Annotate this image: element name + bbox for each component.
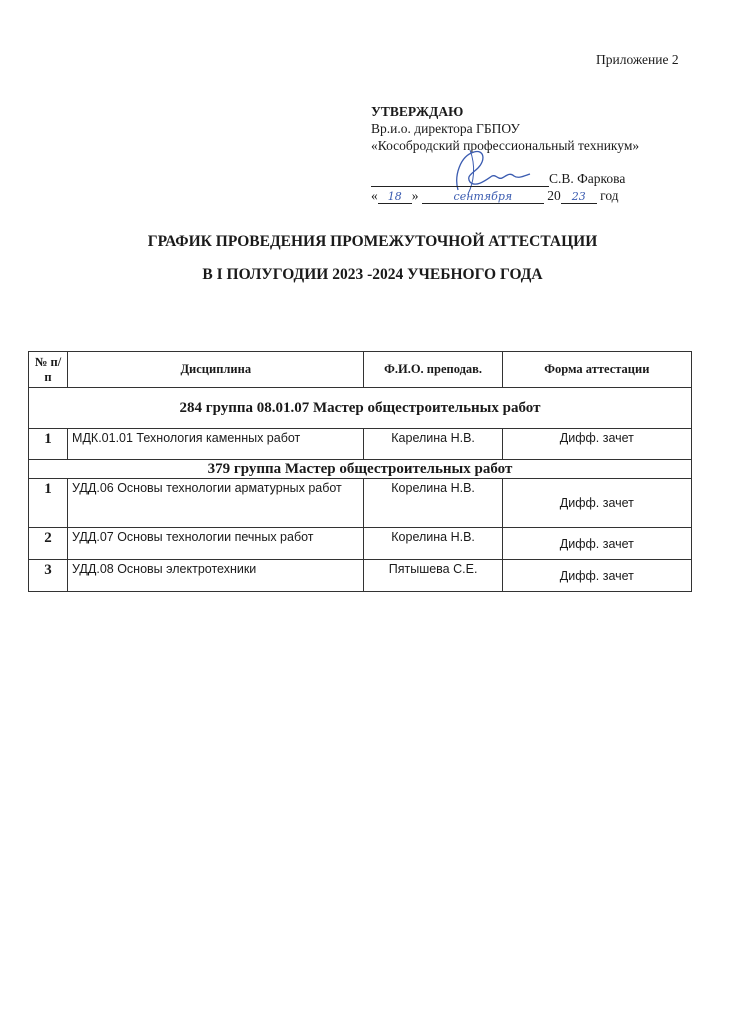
- row-teacher: Корелина Н.В.: [364, 479, 502, 528]
- table-row: [29, 429, 692, 460]
- table-row: [29, 560, 692, 592]
- approval-date: [371, 188, 741, 204]
- date-month: сентября: [453, 190, 513, 203]
- signer-name: С.В. Фаркова: [549, 171, 626, 186]
- date-close-quote: »: [411, 188, 419, 203]
- date-year-word: год: [600, 188, 619, 203]
- row-discipline: УДД.08 Основы электротехники: [68, 560, 364, 592]
- group-title: 379 группа Мастер общестроительных работ: [29, 460, 692, 479]
- date-open-quote: «: [371, 188, 378, 203]
- group-row: [29, 388, 692, 429]
- row-number: 1: [29, 479, 68, 528]
- header-discipline: Дисциплина: [68, 352, 364, 388]
- signature-line: [371, 171, 741, 187]
- date-day: 18: [387, 190, 402, 203]
- row-discipline: УДД.06 Основы технологии арматурных работ: [68, 479, 364, 528]
- group-row: [29, 460, 692, 479]
- attestation-table: [28, 351, 692, 592]
- row-discipline: УДД.07 Основы технологии печных работ: [68, 528, 364, 560]
- table-row: [29, 528, 692, 560]
- signature-field: [371, 171, 549, 187]
- appendix-label: Приложение 2: [596, 52, 679, 67]
- table-header-row: [29, 352, 692, 388]
- row-form: Дифф. зачет: [502, 479, 691, 528]
- row-teacher: Корелина Н.В.: [364, 528, 502, 560]
- date-year-suffix: 23: [571, 190, 586, 203]
- approval-organization: «Кособродский профессиональный техникум»: [371, 138, 640, 153]
- row-number: 1: [29, 429, 68, 460]
- row-form: Дифф. зачет: [502, 429, 691, 460]
- document-subtitle: В I ПОЛУГОДИИ 2023 -2024 УЧЕБНОГО ГОДА: [202, 266, 543, 283]
- row-form: Дифф. зачет: [502, 528, 691, 560]
- document-title: ГРАФИК ПРОВЕДЕНИЯ ПРОМЕЖУТОЧНОЙ АТТЕСТАЦИИ: [147, 233, 598, 250]
- row-form: Дифф. зачет: [502, 560, 691, 592]
- table-row: [29, 479, 692, 528]
- row-number: 3: [29, 560, 68, 592]
- row-teacher: Пятышева С.Е.: [364, 560, 502, 592]
- row-discipline: МДК.01.01 Технология каменных работ: [68, 429, 364, 460]
- header-form: Форма аттестации: [502, 352, 691, 388]
- header-teacher: Ф.И.О. преподав.: [364, 352, 502, 388]
- group-title: 284 группа 08.01.07 Мастер общестроительных работ: [29, 388, 692, 429]
- approval-title: УТВЕРЖДАЮ: [371, 104, 464, 119]
- row-teacher: Карелина Н.В.: [364, 429, 502, 460]
- date-year-prefix: 20: [547, 188, 561, 203]
- row-number: 2: [29, 528, 68, 560]
- header-number: № п/п: [29, 352, 68, 388]
- approval-position: Вр.и.о. директора ГБПОУ: [371, 121, 520, 136]
